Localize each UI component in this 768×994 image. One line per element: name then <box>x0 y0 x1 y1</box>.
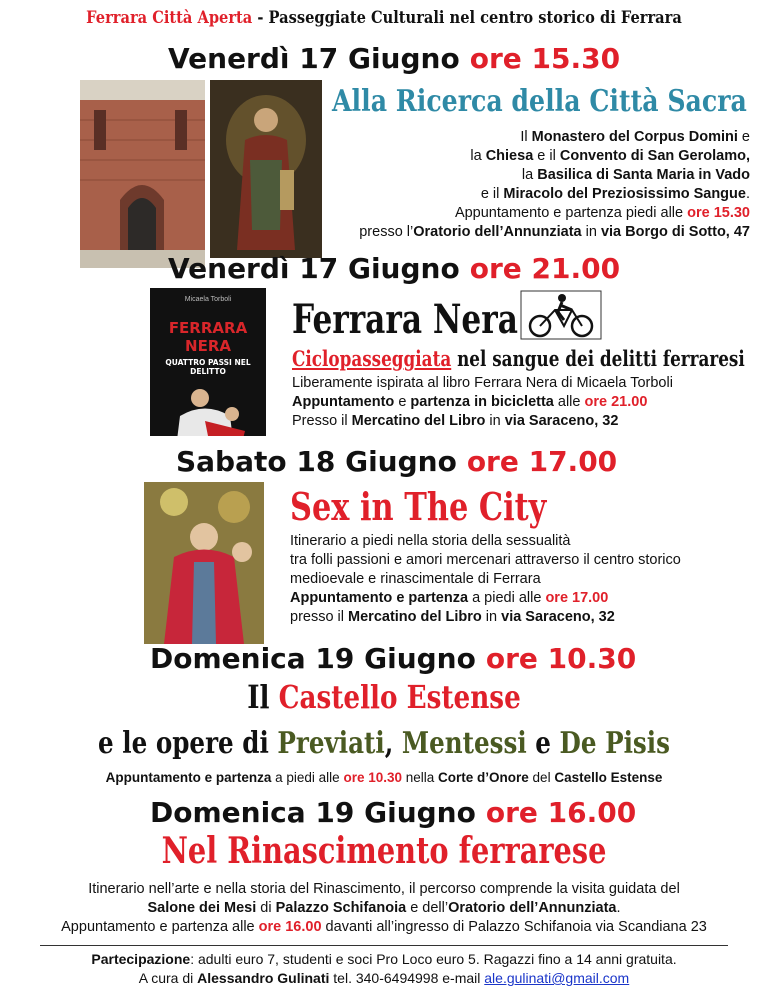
event3-body: Itinerario a piedi nella storia della sessualità tra folli passioni e amori mercenari attraverso il centro storico medioevale e rinascimentale di Ferrara Appuntamento e partenza a piedi alle ore 17.00 presso il Mercatino del Libro in via Saraceno, 32 <box>290 533 681 625</box>
event2-day: Venerdì 17 Giugno <box>168 252 460 285</box>
renaissance-fresco <box>144 482 264 644</box>
event1-title: Alla Ricerca della Città Sacra <box>332 84 747 119</box>
event4-body: Appuntamento e partenza a piedi alle ore 10.30 nella Corte d’Onore del Castello Estense <box>105 770 663 785</box>
event1-day: Venerdì 17 Giugno <box>168 42 460 75</box>
header-separator: - <box>252 8 269 28</box>
book-illustration <box>150 376 266 436</box>
bicycle-icon <box>520 290 602 340</box>
event2-date <box>168 252 620 285</box>
book-title: FERRARA NERA <box>168 319 248 355</box>
event2-body: Liberamente ispirata al libro Ferrara Nera di Micaela Torboli Appuntamento e partenza in bicicletta alle ore 21.00 Presso il Mercatino del Libro in via Saraceno, 32 <box>292 375 673 429</box>
event4-time: ore 10.30 <box>485 642 637 675</box>
header-brand: Ferrara Città Aperta <box>86 8 253 28</box>
event1-body: Il Monastero del Corpus Domini e la Chiesa e il Convento di San Gerolamo, la Basilica di Santa Maria in Vado e il Miracolo del Preziosissimo Sangue. Appuntamento e partenza piedi alle ore 15.30 presso l’Oratorio dell’Annunziata in via Borgo di Sotto, 47 <box>359 129 750 240</box>
event5-title: Nel Rinascimento ferrarese <box>161 830 607 872</box>
footer: Partecipazione: adulti euro 7, studenti e soci Pro Loco euro 5. Ragazzi fino a 14 anni gratuita. A cura di Alessandro Gulinati tel. 340-6494998 e-mail ale.gulinati@gmail.com <box>40 945 728 987</box>
footer-email-link[interactable]: ale.gulinati@gmail.com <box>484 970 630 986</box>
event5-date <box>150 796 636 829</box>
event4-date <box>150 642 636 675</box>
header-line <box>54 8 714 28</box>
footer-prices: : adulti euro 7, studenti e soci Pro Loco euro 5. Ragazzi fino a 14 anni gratuita. <box>190 951 677 967</box>
event3-time: ore 17.00 <box>466 445 618 478</box>
event5-body: Itinerario nell’arte e nella storia del Rinascimento, il percorso comprende la visita guidata del Salone dei Mesi di Palazzo Schifanoia e dell’Oratorio dell’Annunziata. Appuntamento e partenza alle ore 16.00 davanti all’ingresso di Palazzo Schifanoia via Scandiana 23 <box>61 881 707 935</box>
footer-participation-label: Partecipazione <box>91 951 191 967</box>
event4-subtitle: e le opere di Previati, Mentessi e De Pisis <box>98 726 670 761</box>
book-author: Micaela Torboli <box>184 296 232 303</box>
event5-day: Domenica 19 Giugno <box>150 796 476 829</box>
event1-date <box>168 42 620 75</box>
event3-day: Sabato 18 Giugno <box>176 445 457 478</box>
event2-subtitle: Ciclopasseggiata nel sangue dei delitti ferraresi <box>292 346 745 371</box>
footer-organizer: Alessandro Gulinati <box>197 970 330 986</box>
event5-time: ore 16.00 <box>485 796 637 829</box>
book-cover <box>150 288 266 436</box>
event4-day: Domenica 19 Giugno <box>150 642 476 675</box>
event3-date <box>176 445 617 478</box>
header-subtitle: Passeggiate Culturali nel centro storico di Ferrara <box>268 8 682 28</box>
event2-title: Ferrara Nera <box>292 296 518 343</box>
event4-title: Il Castello Estense <box>247 678 521 716</box>
event1-time: ore 15.30 <box>469 42 621 75</box>
event3-title: Sex in The City <box>290 484 547 529</box>
church-facade-photo <box>80 80 205 268</box>
book-subtitle: QUATTRO PASSI NEL DELITTO <box>165 358 251 376</box>
event2-time: ore 21.00 <box>469 252 621 285</box>
